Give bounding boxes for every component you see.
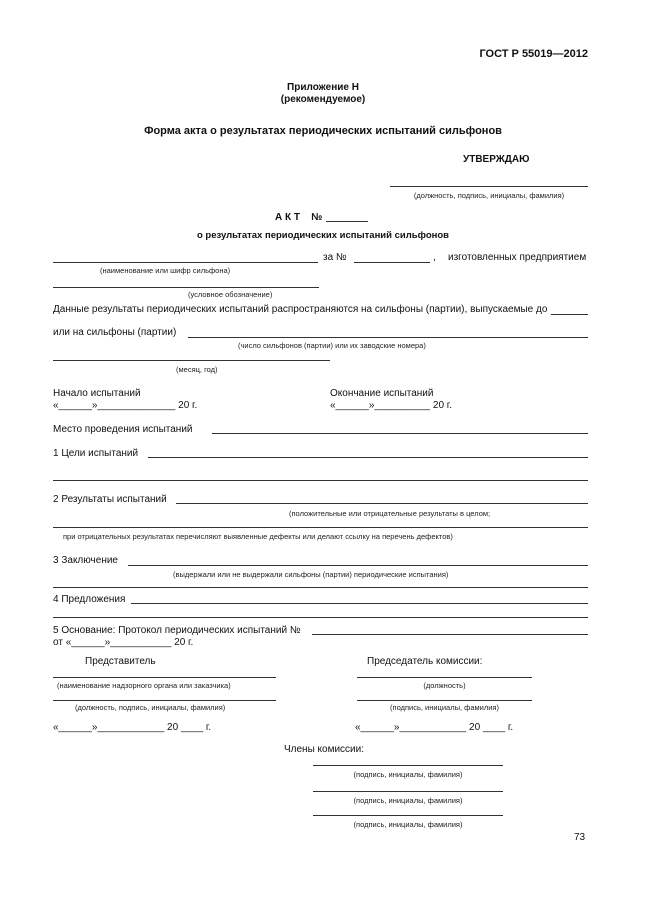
results-field-2[interactable] (53, 527, 588, 528)
comma: , (433, 252, 436, 263)
results-caption-2: при отрицательных результатах перечисляют выявленные дефекты или делают ссылку на перечень дефектов) (63, 532, 453, 541)
bellows-name-field[interactable] (53, 262, 318, 263)
chairman-position-field[interactable] (357, 677, 532, 678)
representative-org-field[interactable] (53, 677, 276, 678)
standard-code: ГОСТ Р 55019—2012 (479, 48, 588, 60)
approve-signature-line[interactable] (390, 186, 588, 187)
goals-field[interactable] (148, 457, 588, 458)
designation-field[interactable] (53, 287, 319, 288)
produced-until-field[interactable] (551, 314, 588, 315)
representative-signature-field[interactable] (53, 700, 276, 701)
chairman-signature-field[interactable] (357, 700, 532, 701)
chairman-caption-1: (должность) (423, 681, 466, 690)
scope-text: Данные результаты периодических испытаний распространяются на сильфоны (партии), выпускаемые до (53, 304, 548, 315)
made-by-label: изготовленных предприятием (448, 252, 587, 263)
number-field[interactable] (354, 262, 430, 263)
month-year-field[interactable] (53, 360, 330, 361)
designation-caption: (условное обозначение) (188, 290, 273, 299)
chairman-caption-2: (подпись, инициалы, фамилия) (390, 703, 499, 712)
member-caption-1: (подпись, инициалы, фамилия) (353, 770, 463, 779)
bellows-name-caption: (наименование или шифр сильфона) (100, 266, 231, 275)
results-field[interactable] (176, 503, 588, 504)
approve-label: УТВЕРЖДАЮ (463, 154, 530, 165)
goals-label: 1 Цели испытаний (53, 448, 139, 459)
act-number-field[interactable] (326, 221, 368, 222)
batch-label: или на сильфоны (партии) (53, 327, 177, 338)
end-label: Окончание испытаний (330, 388, 434, 399)
proposals-field-2[interactable] (53, 617, 588, 618)
proposals-label: 4 Предложения (53, 594, 126, 605)
place-label: Место проведения испытаний (53, 424, 193, 435)
conclusion-field[interactable] (128, 565, 588, 566)
member-caption-2: (подпись, инициалы, фамилия) (353, 796, 463, 805)
conclusion-caption: (выдержали или не выдержали сильфоны (партии) периодические испытания) (173, 570, 449, 579)
protocol-number-field[interactable] (312, 634, 588, 635)
basis-label: 5 Основание: Протокол периодических испытаний № (53, 625, 301, 636)
results-caption-1: (положительные или отрицательные результаты в целом; (289, 509, 491, 518)
member-signature-field-2[interactable] (313, 791, 503, 792)
goals-field-2[interactable] (53, 480, 588, 481)
chairman-date-field[interactable]: «______»____________ 20 ____ г. (355, 722, 514, 733)
number-label: за № (323, 252, 347, 263)
members-label: Члены комиссии: (284, 744, 365, 755)
act-title: А К Т № (275, 212, 323, 223)
appendix-subtitle: (рекомендуемое) (280, 94, 366, 105)
conclusion-label: 3 Заключение (53, 555, 118, 566)
representative-label: Представитель (85, 656, 156, 667)
page-number: 73 (574, 832, 586, 843)
place-field[interactable] (212, 433, 588, 434)
results-label: 2 Результаты испытаний (53, 494, 167, 505)
batch-caption: (число сильфонов (партии) или их заводские номера) (238, 341, 426, 350)
representative-caption-2: (должность, подпись, инициалы, фамилия) (75, 703, 226, 712)
conclusion-field-2[interactable] (53, 587, 588, 588)
chairman-label: Председатель комиссии: (367, 656, 483, 667)
form-title: Форма акта о результатах периодических испытаний сильфонов (144, 125, 502, 137)
approve-caption: (должность, подпись, инициалы, фамилия) (413, 191, 565, 200)
batch-field[interactable] (188, 337, 588, 338)
representative-date-field[interactable]: «______»____________ 20 ____ г. (53, 722, 212, 733)
protocol-date-field[interactable]: от «______»___________ 20 г. (53, 637, 194, 648)
month-year-caption: (месяц, год) (176, 365, 218, 374)
appendix-title: Приложение Н (287, 82, 359, 93)
start-date-field[interactable]: «______»______________ 20 г. (53, 400, 198, 411)
representative-caption-1: (наименование надзорного органа или заказчика) (57, 681, 231, 690)
end-date-field[interactable]: «______»__________ 20 г. (330, 400, 452, 411)
member-signature-field-3[interactable] (313, 815, 503, 816)
act-subtitle: о результатах периодических испытаний сильфонов (196, 230, 450, 241)
member-signature-field-1[interactable] (313, 765, 503, 766)
proposals-field[interactable] (131, 603, 588, 604)
start-label: Начало испытаний (53, 388, 141, 399)
member-caption-3: (подпись, инициалы, фамилия) (353, 820, 463, 829)
